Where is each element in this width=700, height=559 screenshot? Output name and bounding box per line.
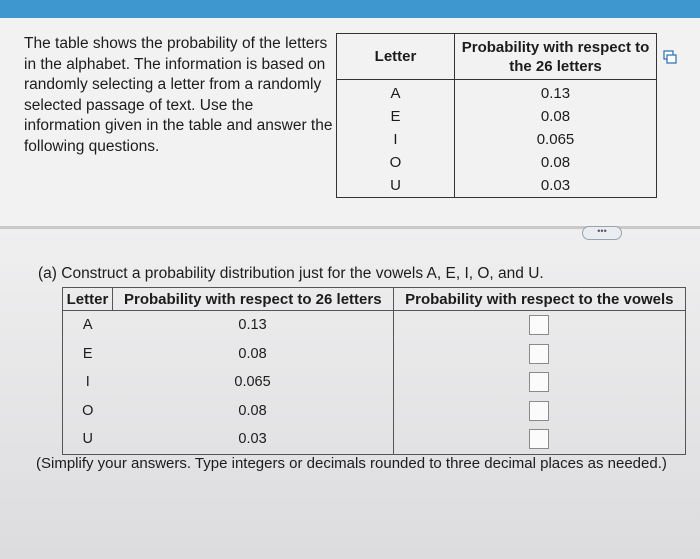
row-prob-26: 0.08 [112, 340, 393, 369]
row-letter: E [63, 340, 113, 369]
intro-text: The table shows the probability of the letters in the alphabet. The information is based on randomly selecting a letter from a randomly selected passage of text. Use the information given in the table and answer the following questions. [24, 35, 333, 155]
part-a-prompt: (a) Construct a probability distribution just for the vowels A, E, I, O, and U. [38, 265, 544, 282]
row-letter: U [63, 425, 113, 454]
given-probability-table [336, 33, 657, 198]
answer-input-e[interactable] [529, 344, 549, 364]
row-letter: O [63, 397, 113, 426]
answer-input-u[interactable] [529, 429, 549, 449]
copy-icon[interactable] [663, 50, 677, 64]
row-prob-26: 0.065 [112, 368, 393, 397]
letters-column [337, 80, 455, 198]
answer-instructions: (Simplify your answers. Type integers or decimals rounded to three decimal places as needed.) [36, 455, 667, 472]
prob-o: 0.08 [540, 154, 571, 171]
row-prob-26: 0.08 [112, 397, 393, 426]
vowel-distribution-table [62, 287, 686, 455]
prob-a: 0.13 [540, 85, 571, 102]
row-letter: I [63, 368, 113, 397]
answer-input-o[interactable] [529, 401, 549, 421]
table-row [63, 340, 686, 369]
probabilities-column [455, 80, 657, 198]
answer-input-i[interactable] [529, 372, 549, 392]
row-letter: A [63, 311, 113, 340]
header-probability: Probability with respect to the 26 letters [455, 34, 657, 80]
prob-i: 0.065 [536, 131, 575, 148]
letter-e: E [390, 108, 401, 125]
letter-o: O [389, 154, 402, 171]
top-bar [0, 0, 700, 18]
col-header-prob-26: Probability with respect to 26 letters [112, 288, 393, 311]
col-header-prob-vowels: Probability with respect to the vowels [393, 288, 685, 311]
table-row [63, 397, 686, 426]
table-row [63, 311, 686, 340]
prob-u: 0.03 [540, 177, 571, 194]
table-row [63, 425, 686, 454]
col-header-letter: Letter [63, 288, 113, 311]
header-letter: Letter [337, 34, 455, 80]
prob-e: 0.08 [540, 108, 571, 125]
table-row [63, 368, 686, 397]
letter-a: A [390, 85, 401, 102]
letter-i: I [393, 131, 398, 148]
more-options-button[interactable]: ••• [582, 226, 622, 240]
letter-u: U [390, 177, 401, 194]
row-prob-26: 0.03 [112, 425, 393, 454]
row-prob-26: 0.13 [112, 311, 393, 340]
answer-input-a[interactable] [529, 315, 549, 335]
